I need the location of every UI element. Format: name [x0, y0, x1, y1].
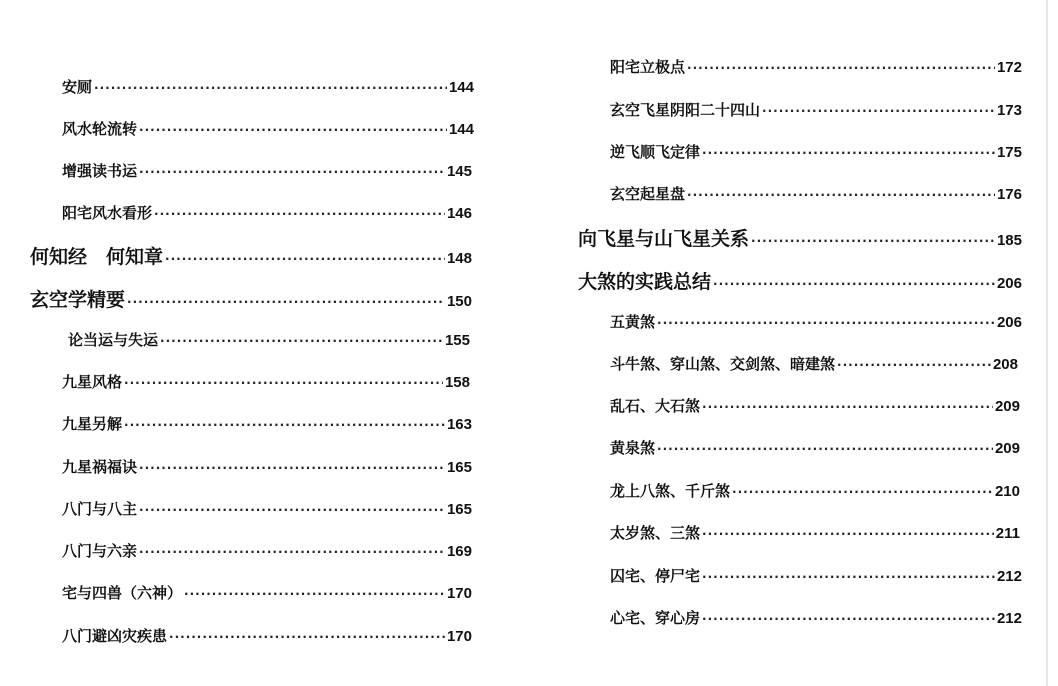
leader-dots	[139, 461, 445, 475]
toc-entry[interactable]	[62, 413, 472, 434]
page-number: 210	[994, 483, 1020, 500]
entry-title: 囚宅、停尸宅	[610, 567, 701, 585]
toc-entry[interactable]	[68, 329, 470, 350]
page-number: 163	[446, 416, 472, 433]
entry-title: 龙上八煞、千斤煞	[610, 482, 731, 500]
toc-entry[interactable]	[610, 99, 1022, 120]
toc-entry[interactable]	[610, 437, 1020, 458]
page-number: 170	[446, 628, 472, 645]
leader-dots	[94, 81, 447, 95]
page-number: 211	[995, 525, 1020, 542]
entry-title: 何知经 何知章	[30, 246, 164, 268]
leader-dots	[139, 123, 447, 137]
entry-title: 阳宅风水看形	[62, 204, 153, 222]
leader-dots	[702, 527, 994, 541]
toc-entry[interactable]	[62, 118, 474, 139]
entry-title: 心宅、穿心房	[610, 609, 701, 627]
toc-entry[interactable]	[578, 224, 1022, 251]
page-number: 144	[448, 121, 474, 138]
page-number: 209	[994, 398, 1020, 415]
page-number: 206	[996, 314, 1022, 331]
entry-title: 阳宅立极点	[610, 58, 686, 76]
entry-title: 逆飞顺飞定律	[610, 143, 701, 161]
entry-title: 九星风格	[62, 373, 123, 391]
leader-dots	[139, 165, 445, 179]
entry-title: 八门与六亲	[62, 542, 138, 560]
page-number: 173	[996, 102, 1022, 119]
page-number: 209	[994, 440, 1020, 457]
entry-title: 太岁煞、三煞	[610, 524, 701, 542]
leader-dots	[139, 503, 445, 517]
toc-entry[interactable]	[610, 141, 1022, 162]
toc-entry[interactable]	[578, 267, 1022, 294]
toc-right-page	[540, 0, 1058, 686]
page-number: 145	[446, 163, 472, 180]
leader-dots	[713, 277, 995, 291]
toc-entry[interactable]	[610, 56, 1022, 77]
page-number: 185	[996, 232, 1022, 249]
entry-title: 八门与八主	[62, 500, 138, 518]
leader-dots	[762, 104, 995, 118]
leader-dots	[657, 316, 995, 330]
leader-dots	[702, 570, 995, 584]
toc-entry[interactable]	[610, 311, 1022, 332]
toc-entry[interactable]	[62, 498, 472, 519]
toc-entry[interactable]	[610, 353, 1018, 374]
toc-entry[interactable]	[62, 540, 472, 561]
entry-title: 向飞星与山飞星关系	[578, 228, 750, 250]
toc-entry[interactable]	[62, 371, 470, 392]
toc-entry[interactable]	[610, 522, 1020, 543]
entry-title: 玄空学精要	[30, 289, 126, 311]
page-number: 175	[996, 144, 1022, 161]
entry-title: 宅与四兽（六神）	[62, 584, 183, 602]
entry-title: 黄泉煞	[610, 439, 656, 457]
leader-dots	[154, 207, 445, 221]
page-number: 144	[448, 79, 474, 96]
page-number: 172	[996, 59, 1022, 76]
page-number: 165	[446, 501, 472, 518]
leader-dots	[687, 61, 995, 75]
leader-dots	[687, 188, 995, 202]
leader-dots	[702, 400, 993, 414]
toc-entry[interactable]	[62, 76, 474, 97]
leader-dots	[124, 418, 445, 432]
entry-title: 大煞的实践总结	[578, 271, 712, 293]
toc-entry[interactable]	[30, 242, 472, 269]
leader-dots	[837, 358, 991, 372]
leader-dots	[732, 485, 993, 499]
toc-entry[interactable]	[62, 456, 472, 477]
entry-title: 九星另解	[62, 415, 123, 433]
page-number: 169	[446, 543, 472, 560]
page-number: 208	[992, 356, 1018, 373]
page-number: 146	[446, 205, 472, 222]
entry-title: 八门避凶灾疾患	[62, 627, 168, 645]
page-number: 158	[444, 374, 470, 391]
page-edge-shadow	[1046, 0, 1048, 686]
toc-entry[interactable]	[62, 625, 472, 646]
page-number: 212	[996, 610, 1022, 627]
leader-dots	[160, 334, 443, 348]
leader-dots	[124, 376, 443, 390]
entry-title: 安厕	[62, 78, 93, 96]
entry-title: 乱石、大石煞	[610, 397, 701, 415]
page-number: 212	[996, 568, 1022, 585]
entry-title: 玄空飞星阴阳二十四山	[610, 101, 761, 119]
entry-title: 风水轮流转	[62, 120, 138, 138]
page-number: 170	[446, 585, 472, 602]
leader-dots	[127, 295, 445, 309]
page-number: 155	[444, 332, 470, 349]
leader-dots	[165, 252, 445, 266]
entry-title: 五黄煞	[610, 313, 656, 331]
leader-dots	[184, 587, 445, 601]
leader-dots	[169, 630, 445, 644]
leader-dots	[139, 545, 445, 559]
leader-dots	[702, 146, 995, 160]
toc-left-page	[0, 0, 520, 686]
toc-entry[interactable]	[62, 202, 472, 223]
entry-title: 玄空起星盘	[610, 185, 686, 203]
leader-dots	[751, 234, 995, 248]
toc-entry[interactable]	[62, 160, 472, 181]
leader-dots	[702, 612, 995, 626]
toc-entry[interactable]	[610, 480, 1020, 501]
page-number: 176	[996, 186, 1022, 203]
toc-entry[interactable]	[610, 395, 1020, 416]
entry-title: 增强读书运	[62, 162, 138, 180]
toc-entry[interactable]	[62, 582, 472, 603]
page-number: 165	[446, 459, 472, 476]
toc-entry[interactable]	[610, 183, 1022, 204]
leader-dots	[657, 442, 993, 456]
page-number: 206	[996, 275, 1022, 292]
entry-title: 九星祸福诀	[62, 458, 138, 476]
entry-title: 论当运与失运	[68, 331, 159, 349]
toc-entry[interactable]	[30, 285, 472, 312]
toc-entry[interactable]	[610, 607, 1022, 628]
page-number: 148	[446, 250, 472, 267]
page-number: 150	[446, 293, 472, 310]
entry-title: 斗牛煞、穿山煞、交剑煞、暗建煞	[610, 355, 836, 373]
toc-entry[interactable]	[610, 565, 1022, 586]
